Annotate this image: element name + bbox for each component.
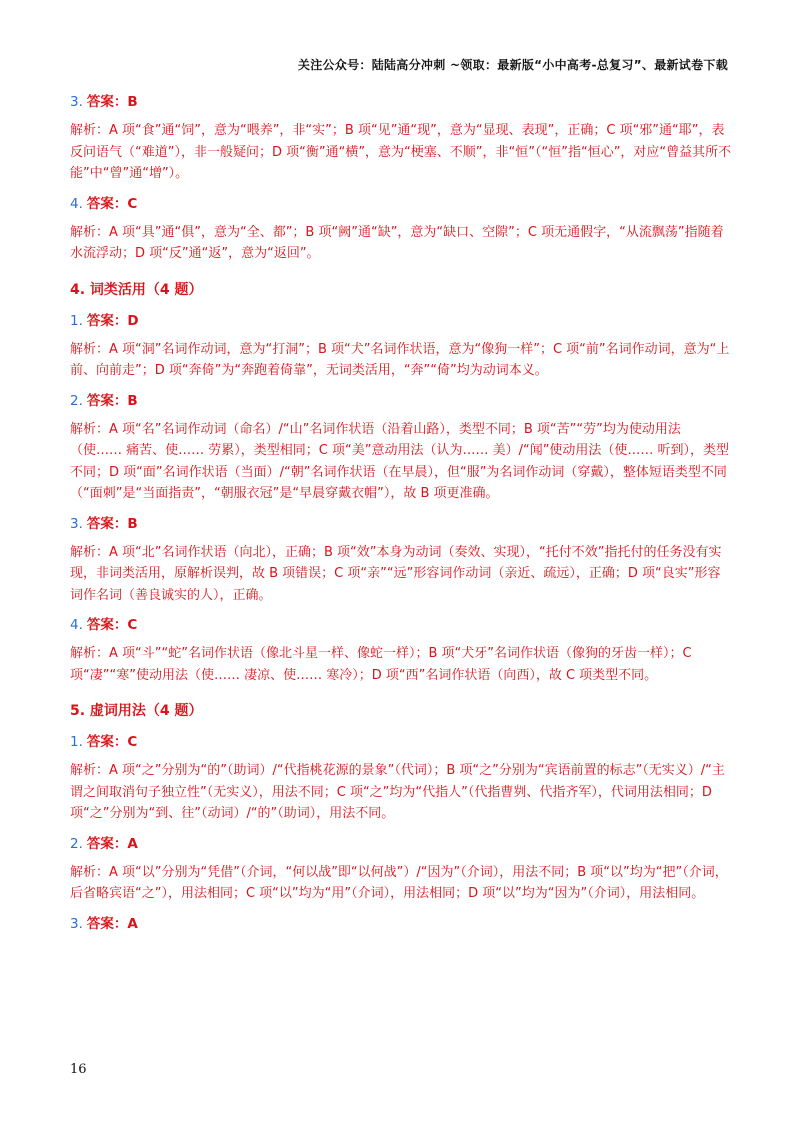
answer-label: 答案：A bbox=[86, 915, 138, 932]
question-number: 4. bbox=[70, 195, 83, 212]
answer-line bbox=[70, 194, 732, 214]
answer-block bbox=[70, 514, 732, 607]
answer-block bbox=[70, 194, 732, 265]
answer-label: 答案：C bbox=[86, 617, 138, 633]
page-header: 关注公众号：陆陆高分冲刺 ~领取：最新版“小中高考-总复习”、最新试卷下载 bbox=[297, 58, 728, 72]
explanation-text: 解析：A 项“食”通“饲”，意为“喂养”，非“实”；B 项“见”通“现”，意为“显现、表现”，正确；C 项“邪”通“耶”，表反问语气（“难道”），非一般疑问；D 项“衡”通“横”，意为“梗塞、不顺”，非“恒”（“恒”指“恒心”，对应“曾益其所不能”中“曾”通“增”）。 bbox=[70, 123, 732, 181]
answer-line bbox=[70, 834, 732, 854]
explanation-text: 解析：A 项“之”分别为“的”（助词）/“代指桃花源的景象”（代词）；B 项“之”分别为“宾语前置的标志”（无实义）/“主谓之间取消句子独立性”（无实义），用法不同；C 项“之”均为“代指人”（代指曹刿、代指齐军），代词用法相同；D 项“之”分别为“到、往”（动词）/“的”（助词），用法不同。 bbox=[70, 763, 725, 821]
answer-line bbox=[70, 914, 732, 934]
answer-block bbox=[70, 311, 732, 382]
answer-line bbox=[70, 311, 732, 331]
answer-block bbox=[70, 391, 732, 505]
answer-label: 答案：B bbox=[86, 392, 138, 409]
section-heading: 5. 虚词用法（4 题） bbox=[70, 703, 203, 719]
question-number: 4. bbox=[70, 617, 83, 633]
question-number: 2. bbox=[70, 392, 83, 409]
answer-label: 答案：B bbox=[86, 94, 138, 110]
question-number: 1. bbox=[70, 734, 83, 750]
page-number: 16 bbox=[70, 1062, 87, 1077]
answer-block bbox=[70, 92, 732, 185]
question-number: 3. bbox=[70, 915, 83, 932]
answer-block bbox=[70, 834, 732, 905]
explanation-text: 解析：A 项“斗”“蛇”名词作状语（像北斗星一样、像蛇一样）；B 项“犬牙”名词作状语（像狗的牙齿一样）；C 项“凄”“寒”使动用法（使…… 凄凉、使…… 寒冷）；D 项“西”名词作状语（向西），故 C 项类型不同。 bbox=[70, 646, 692, 683]
answer-block bbox=[70, 615, 732, 686]
question-number: 3. bbox=[70, 515, 83, 532]
question-number: 1. bbox=[70, 312, 83, 329]
answer-block bbox=[70, 914, 732, 934]
answer-line bbox=[70, 615, 732, 635]
question-number: 2. bbox=[70, 835, 83, 852]
explanation-text: 解析：A 项“以”分别为“凭借”（介词，“何以战”即“以何战”）/“因为”（介词），用法不同；B 项“以”均为“把”（介词，后省略宾语“之”），用法相同；C 项“以”均为“用”（介词），用法相同；D 项“以”均为“因为”（介词），用法相同。 bbox=[70, 864, 728, 901]
answer-line bbox=[70, 514, 732, 534]
answer-label: 答案：B bbox=[86, 515, 138, 532]
explanation-text: 解析：A 项“名”名词作动词（命名）/“山”名词作状语（沿着山路），类型不同；B 项“苦”“劳”均为使动用法（使…… 痛苦、使…… 劳累），类型相同；C 项“美”意动用法（认为…… 美）/“闻”使动用法（使…… 听到），类型不同；D 项“面”名词作状语（当面）/“朝”名词作状语（在早晨），但“服”为名词作动词（穿戴），整体短语类型不同（“面刺”是“当面指责”，“朝服衣冠”是“早晨穿戴衣帽”），故 B 项更准确。 bbox=[70, 421, 730, 501]
answer-line bbox=[70, 391, 732, 411]
answer-block bbox=[70, 732, 732, 825]
answer-label: 答案：C bbox=[86, 734, 138, 750]
answer-label: 答案：C bbox=[86, 195, 138, 212]
answer-label: 答案：A bbox=[86, 835, 138, 852]
question-number: 3. bbox=[70, 94, 83, 110]
answer-line bbox=[70, 732, 732, 752]
section-heading: 4. 词类活用（4 题） bbox=[70, 281, 203, 298]
explanation-text: 解析：A 项“具”通“俱”，意为“全、都”；B 项“阙”通“缺”，意为“缺口、空隙”；C 项无通假字，“从流飘荡”指随着水流浮动；D 项“反”通“返”，意为“返回”。 bbox=[70, 224, 724, 261]
explanation-text: 解析：A 项“洞”名词作动词，意为“打洞”；B 项“犬”名词作状语，意为“像狗一样”；C 项“前”名词作动词，意为“上前、向前走”；D 项“奔倚”为“奔跑着倚靠”，无词类活用，“奔”“倚”均为动词本义。 bbox=[70, 341, 730, 378]
answer-line bbox=[70, 92, 732, 112]
page-content bbox=[70, 92, 732, 942]
explanation-text: 解析：A 项“北”名词作状语（向北），正确；B 项“效”本身为动词（奏效、实现），“托付不效”指托付的任务没有实现，非词类活用，原解析误判，故 B 项错误；C 项“亲”“远”形容词作动词（亲近、疏远），正确；D 项“良实”形容词作名词（善良诚实的人），正确。 bbox=[70, 544, 722, 603]
answer-label: 答案：D bbox=[86, 312, 139, 329]
